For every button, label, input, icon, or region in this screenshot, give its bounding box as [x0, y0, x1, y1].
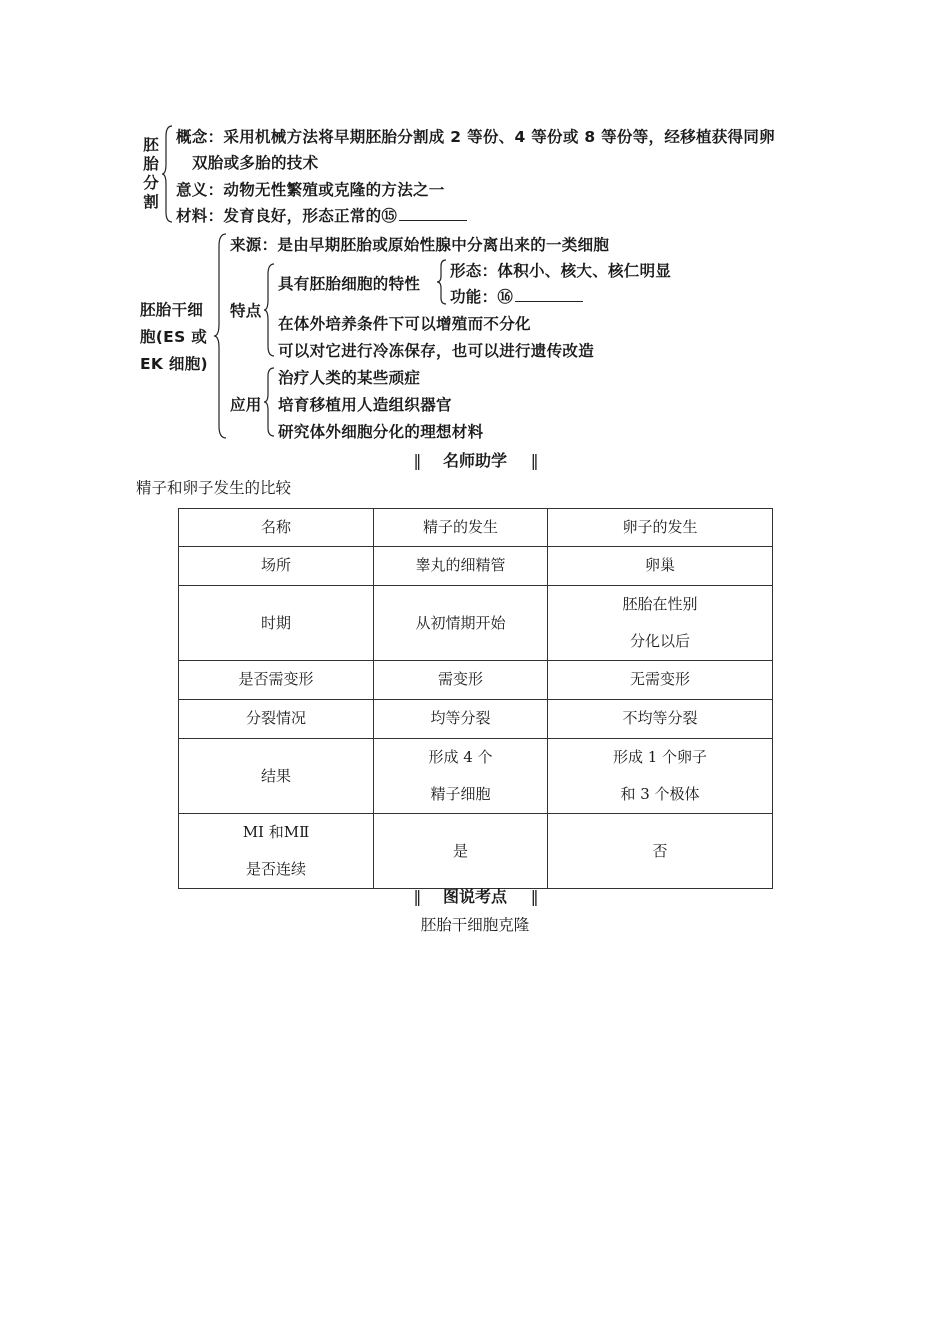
in-vitro: 在体外培养条件下可以增殖而不分化 [278, 315, 531, 333]
egg-cell-line: 和 3 个极体 [620, 785, 700, 803]
table-row [179, 814, 773, 889]
egg-cell [548, 586, 773, 661]
row-name-cell: 场所 [179, 547, 374, 586]
application-3: 研究体外细胞分化的理想材料 [278, 423, 484, 441]
row-name-line: 是否连续 [245, 860, 306, 878]
sperm-cell: 从初情期开始 [374, 586, 548, 661]
embryo-split-meaning: 意义：动物无性繁殖或克隆的方法之一 [176, 181, 445, 199]
application-1: 治疗人类的某些顽症 [278, 369, 421, 387]
table-row [179, 586, 773, 661]
preserve: 可以对它进行冷冻保存，也可以进行遗传改造 [278, 342, 595, 360]
traits-brace [437, 258, 447, 306]
row-name-cell [179, 814, 374, 889]
row-name-cell: 分裂情况 [179, 700, 374, 739]
header-cell: 卵子的发生 [548, 509, 773, 547]
answer-blank-16 [515, 300, 583, 302]
table-row [179, 661, 773, 700]
features-brace [264, 262, 276, 358]
application-brace [264, 366, 276, 438]
row-name-line: MⅠ 和MⅡ [242, 823, 310, 841]
figure-caption: 胚胎干细胞克隆 [420, 916, 530, 934]
egg-cell: 否 [548, 814, 773, 889]
compare-caption: 精子和卵子发生的比较 [136, 479, 292, 497]
sperm-cell-line: 精子细胞 [430, 785, 491, 803]
sperm-cell [374, 739, 548, 814]
table-row [179, 700, 773, 739]
table-row [179, 739, 773, 814]
answer-blank-15 [399, 219, 467, 221]
stem-cell-side-line1: 胚胎干细 [140, 301, 204, 319]
heading-bar-right: ‖ [530, 887, 537, 906]
section-heading-tushuo [0, 884, 950, 907]
egg-cell: 不均等分裂 [548, 700, 773, 739]
section-title: 图说考点 [442, 887, 507, 906]
egg-cell [548, 739, 773, 814]
row-name-cell: 是否需变形 [179, 661, 374, 700]
row-name-cell: 结果 [179, 739, 374, 814]
embryo-split-concept-line2: 双胎或多胎的技术 [192, 154, 319, 172]
features-label: 特点 [230, 302, 262, 320]
heading-bar-left: ‖ [413, 451, 420, 470]
table-header-row [179, 509, 773, 547]
stem-cell-source: 来源：是由早期胚胎或原始性腺中分离出来的一类细胞 [230, 236, 610, 254]
stem-cell-side-line3: EK 细胞) [140, 355, 208, 373]
section-title: 名师助学 [442, 451, 507, 470]
egg-cell: 无需变形 [548, 661, 773, 700]
header-cell: 精子的发生 [374, 509, 548, 547]
sperm-cell: 是 [374, 814, 548, 889]
sperm-cell: 需变形 [374, 661, 548, 700]
row-name-cell: 时期 [179, 586, 374, 661]
morphology: 形态：体积小、核大、核仁明显 [450, 262, 672, 280]
embryo-split-brace [162, 124, 174, 224]
function: 功能：⑯ [450, 288, 514, 306]
embryonic-traits: 具有胚胎细胞的特性 [278, 275, 421, 293]
embryo-split-concept-line1: 概念：采用机械方法将早期胚胎分割成 2 等份、4 等份或 8 等份等，经移植获得同卵 [176, 128, 775, 146]
egg-cell-line: 胚胎在性别 [622, 595, 698, 613]
egg-cell: 卵巢 [548, 547, 773, 586]
heading-bar-right: ‖ [530, 451, 537, 470]
embryo-split-material-row [176, 204, 467, 226]
egg-cell-line: 分化以后 [629, 632, 690, 650]
sperm-cell-line: 形成 4 个 [428, 748, 493, 766]
application-label: 应用 [230, 396, 262, 414]
sperm-cell: 均等分裂 [374, 700, 548, 739]
stem-cell-side-line2: 胞(ES 或 [140, 328, 208, 346]
heading-bar-left: ‖ [413, 887, 420, 906]
table-row [179, 547, 773, 586]
section-heading-mingshi [0, 448, 950, 471]
stem-cell-main-brace [214, 232, 228, 440]
egg-cell-line: 形成 1 个卵子 [612, 748, 708, 766]
function-row [450, 285, 583, 307]
application-2: 培育移植用人造组织器官 [278, 396, 452, 414]
header-cell: 名称 [179, 509, 374, 547]
comparison-table [178, 508, 773, 889]
sperm-cell: 睾丸的细精管 [374, 547, 548, 586]
embryo-split-side-label: 胚胎分割 [143, 136, 159, 211]
embryo-split-material: 材料：发育良好，形态正常的⑮ [176, 207, 398, 225]
